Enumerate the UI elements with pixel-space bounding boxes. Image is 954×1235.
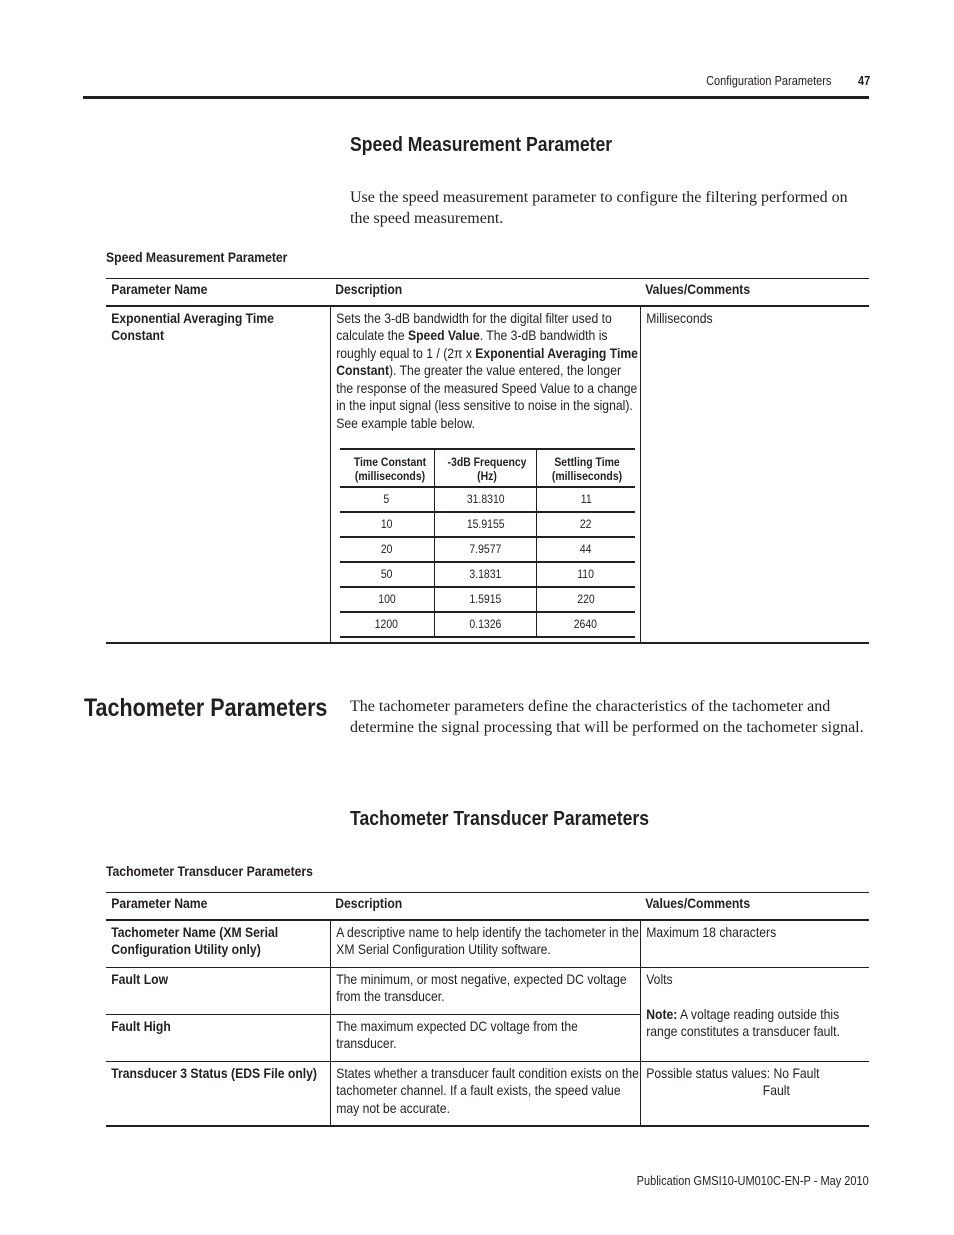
table-row (106, 967, 869, 1014)
example-row: 10 15.9155 22 (340, 512, 635, 537)
transducer-table-caption: Tachometer Transducer Parameters (106, 863, 313, 879)
parameter-name: Transducer 3 Status (EDS File only) (111, 1064, 317, 1081)
example-row: 100 1.5915 220 (340, 587, 635, 612)
parameter-value: Maximum 18 characters (645, 923, 776, 940)
column-header: Description (335, 281, 403, 297)
parameter-description: Sets the 3-dB bandwidth for the digital filter used to calculate the Speed Value. The 3-dB bandwidth is roughly equal to 1 / (2π x Exponential Averaging Time Constant). The greater the value entered, the longer the response of the measured Speed Value to a change in the input signal (less sensitive to noise in the signal). See example table below. (335, 309, 638, 431)
speed-table-caption: Speed Measurement Parameter (106, 249, 288, 265)
table-row (106, 1061, 869, 1126)
speed-intro: Use the speed measurement parameter to configure the filtering performed on the speed measurement. (350, 189, 848, 227)
parameter-description: States whether a transducer fault condition exists on the tachometer channel. If a fault exists, the speed value may not be accurate. (335, 1064, 639, 1116)
tachometer-intro: The tachometer parameters define the characteristics of the tachometer and determine the signal processing that will be performed on the tachometer signal. (350, 698, 864, 736)
note: Note: A voltage reading outside this range constitutes a transducer fault. (645, 1005, 840, 1039)
transducer-heading: Tachometer Transducer Parameters (350, 808, 650, 830)
column-header: Values/Comments (645, 281, 751, 297)
running-header-section: Configuration Parameters (705, 74, 831, 88)
publication-footer: Publication GMSI10-UM010C-EN-P - May 2010 (636, 1174, 869, 1188)
example-row: 5 31.8310 11 (340, 487, 635, 512)
example-column-header: Time Constant (milliseconds) (353, 455, 426, 483)
parameter-name: Fault Low (111, 970, 169, 987)
example-row: 1200 0.1326 2640 (340, 612, 635, 637)
example-column-header: Settling Time (milliseconds) (551, 455, 623, 483)
parameter-name: Exponential Averaging Time Constant (111, 309, 274, 343)
table-row (106, 920, 869, 968)
parameter-name: Tachometer Name (XM Serial Configuration Utility only) (111, 923, 279, 957)
example-column-header: -3dB Frequency (Hz) (447, 455, 527, 483)
transducer-parameter-table (106, 892, 869, 1127)
tachometer-heading: Tachometer Parameters (84, 694, 328, 722)
parameter-name: Fault High (111, 1017, 171, 1034)
example-table (340, 448, 635, 638)
page-number: 47 (858, 74, 871, 88)
parameter-description: The minimum, or most negative, expected DC voltage from the transducer. (335, 970, 627, 1004)
table-row (106, 306, 869, 643)
header-rule (83, 96, 869, 99)
parameter-value: Volts Note: A voltage reading outside this range constitutes a transducer fault. (645, 970, 840, 1039)
parameter-description: A descriptive name to help identify the tachometer in the XM Serial Configuration Utility software. (335, 923, 639, 957)
example-row: 50 3.1831 110 (340, 562, 635, 587)
speed-parameter-table (106, 278, 869, 644)
column-header: Parameter Name (111, 281, 208, 297)
column-header: Values/Comments (645, 895, 751, 911)
parameter-value: Milliseconds (645, 309, 713, 326)
example-row: 20 7.9577 44 (340, 537, 635, 562)
column-header: Parameter Name (111, 895, 208, 911)
column-header: Description (335, 895, 403, 911)
speed-heading: Speed Measurement Parameter (350, 134, 613, 156)
parameter-description: The maximum expected DC voltage from the transducer. (335, 1017, 578, 1051)
parameter-value: Possible status values: No Fault Fault (645, 1064, 820, 1098)
